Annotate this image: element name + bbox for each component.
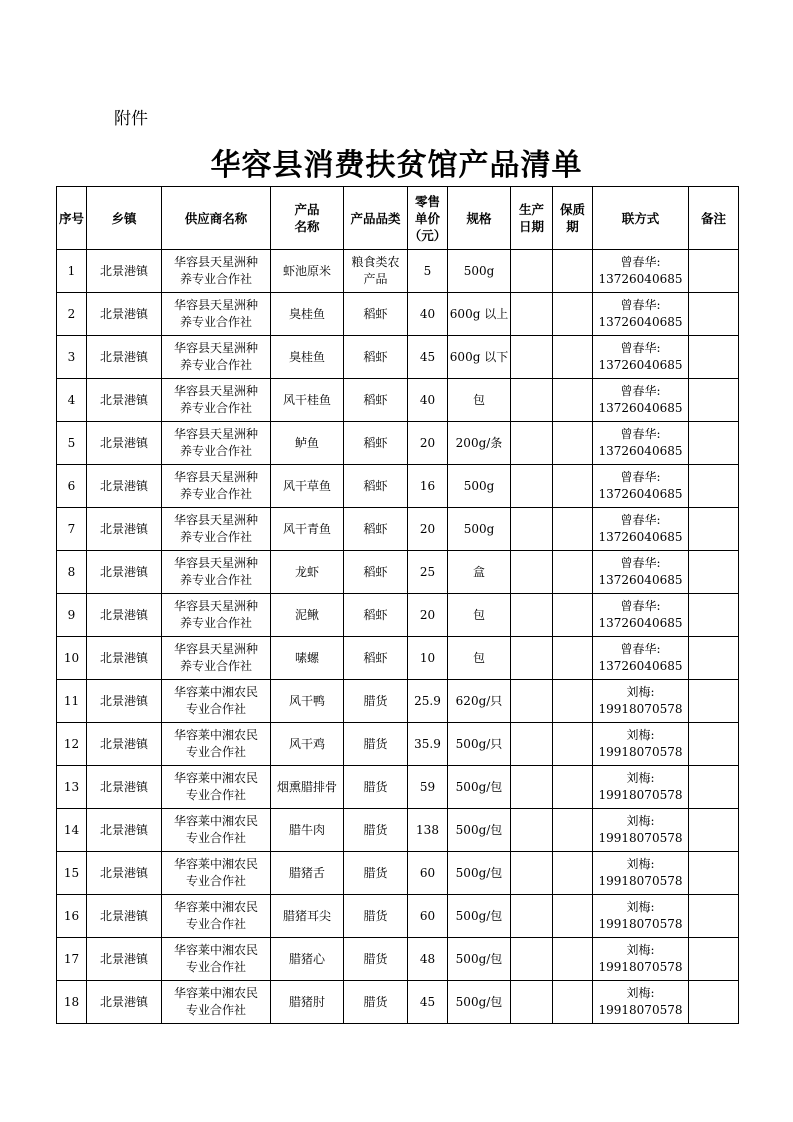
spec-cell: 盒 — [448, 551, 511, 594]
spec-cell: 620g/只 — [448, 680, 511, 723]
price-cell: 59 — [408, 766, 448, 809]
town-cell: 北景港镇 — [87, 852, 162, 895]
town-cell: 北景港镇 — [87, 766, 162, 809]
town-cell: 北景港镇 — [87, 809, 162, 852]
note-cell — [689, 637, 739, 680]
shelf-life-cell — [553, 422, 593, 465]
supplier-cell: 华容县天星洲种 养专业合作社 — [162, 422, 271, 465]
note-cell — [689, 852, 739, 895]
supplier-cell: 华容县天星洲种 养专业合作社 — [162, 379, 271, 422]
product-name-cell: 臭桂鱼 — [271, 336, 344, 379]
supplier-cell: 华容莱中湘农民 专业合作社 — [162, 766, 271, 809]
row-number-cell: 12 — [57, 723, 87, 766]
town-cell: 北景港镇 — [87, 895, 162, 938]
supplier-cell: 华容县天星洲种 养专业合作社 — [162, 293, 271, 336]
shelf-life-cell — [553, 465, 593, 508]
header-cell: 规格 — [448, 187, 511, 250]
shelf-life-cell — [553, 250, 593, 293]
product-name-cell: 龙虾 — [271, 551, 344, 594]
town-cell: 北景港镇 — [87, 293, 162, 336]
production-date-cell — [511, 293, 553, 336]
table-row — [57, 422, 739, 465]
supplier-cell: 华容莱中湘农民 专业合作社 — [162, 680, 271, 723]
product-name-cell: 风干桂鱼 — [271, 379, 344, 422]
note-cell — [689, 766, 739, 809]
note-cell — [689, 594, 739, 637]
production-date-cell — [511, 637, 553, 680]
production-date-cell — [511, 508, 553, 551]
spec-cell: 500g/包 — [448, 809, 511, 852]
product-name-cell: 风干鸡 — [271, 723, 344, 766]
shelf-life-cell — [553, 809, 593, 852]
spec-cell: 包 — [448, 637, 511, 680]
price-cell: 40 — [408, 379, 448, 422]
production-date-cell — [511, 809, 553, 852]
note-cell — [689, 723, 739, 766]
supplier-cell: 华容县天星洲种 养专业合作社 — [162, 250, 271, 293]
spec-cell: 500g/包 — [448, 981, 511, 1024]
header-cell: 序号 — [57, 187, 87, 250]
product-name-cell: 嗉螺 — [271, 637, 344, 680]
town-cell: 北景港镇 — [87, 680, 162, 723]
product-name-cell: 泥鳅 — [271, 594, 344, 637]
row-number-cell: 18 — [57, 981, 87, 1024]
product-name-cell: 腊猪心 — [271, 938, 344, 981]
table-row — [57, 637, 739, 680]
production-date-cell — [511, 336, 553, 379]
table-row — [57, 250, 739, 293]
price-cell: 25 — [408, 551, 448, 594]
contact-cell: 刘梅: 19918070578 — [593, 809, 689, 852]
town-cell: 北景港镇 — [87, 551, 162, 594]
table-row — [57, 594, 739, 637]
contact-cell: 刘梅: 19918070578 — [593, 895, 689, 938]
price-cell: 138 — [408, 809, 448, 852]
table-row — [57, 379, 739, 422]
town-cell: 北景港镇 — [87, 723, 162, 766]
contact-cell: 刘梅: 19918070578 — [593, 938, 689, 981]
shelf-life-cell — [553, 680, 593, 723]
spec-cell: 500g/包 — [448, 895, 511, 938]
category-cell: 腊货 — [344, 680, 408, 723]
note-cell — [689, 551, 739, 594]
contact-cell: 曾春华: 13726040685 — [593, 594, 689, 637]
row-number-cell: 15 — [57, 852, 87, 895]
page-title: 华容县消费扶贫馆产品清单 — [210, 148, 583, 183]
shelf-life-cell — [553, 766, 593, 809]
note-cell — [689, 895, 739, 938]
note-cell — [689, 465, 739, 508]
town-cell: 北景港镇 — [87, 465, 162, 508]
price-cell: 10 — [408, 637, 448, 680]
table-row — [57, 551, 739, 594]
price-cell: 35.9 — [408, 723, 448, 766]
header-cell: 乡镇 — [87, 187, 162, 250]
table-row — [57, 723, 739, 766]
row-number-cell: 2 — [57, 293, 87, 336]
price-cell: 25.9 — [408, 680, 448, 723]
table-row — [57, 852, 739, 895]
price-cell: 20 — [408, 508, 448, 551]
note-cell — [689, 809, 739, 852]
row-number-cell: 16 — [57, 895, 87, 938]
shelf-life-cell — [553, 336, 593, 379]
table-row — [57, 293, 739, 336]
row-number-cell: 3 — [57, 336, 87, 379]
category-cell: 稻虾 — [344, 422, 408, 465]
note-cell — [689, 250, 739, 293]
production-date-cell — [511, 465, 553, 508]
header-cell: 生产 日期 — [511, 187, 553, 250]
supplier-cell: 华容县天星洲种 养专业合作社 — [162, 508, 271, 551]
shelf-life-cell — [553, 981, 593, 1024]
supplier-cell: 华容县天星洲种 养专业合作社 — [162, 336, 271, 379]
contact-cell: 曾春华: 13726040685 — [593, 336, 689, 379]
contact-cell: 曾春华: 13726040685 — [593, 637, 689, 680]
production-date-cell — [511, 852, 553, 895]
product-name-cell: 虾池原米 — [271, 250, 344, 293]
spec-cell: 500g — [448, 465, 511, 508]
spec-cell: 500g/包 — [448, 852, 511, 895]
production-date-cell — [511, 379, 553, 422]
product-name-cell: 腊猪肘 — [271, 981, 344, 1024]
spec-cell: 包 — [448, 594, 511, 637]
shelf-life-cell — [553, 895, 593, 938]
price-cell: 48 — [408, 938, 448, 981]
product-name-cell: 腊猪舌 — [271, 852, 344, 895]
shelf-life-cell — [553, 637, 593, 680]
row-number-cell: 5 — [57, 422, 87, 465]
product-name-cell: 腊牛肉 — [271, 809, 344, 852]
supplier-cell: 华容县天星洲种 养专业合作社 — [162, 594, 271, 637]
production-date-cell — [511, 594, 553, 637]
contact-cell: 刘梅: 19918070578 — [593, 766, 689, 809]
category-cell: 腊货 — [344, 766, 408, 809]
price-cell: 60 — [408, 852, 448, 895]
product-name-cell: 烟熏腊排骨 — [271, 766, 344, 809]
category-cell: 腊货 — [344, 938, 408, 981]
shelf-life-cell — [553, 938, 593, 981]
category-cell: 稻虾 — [344, 336, 408, 379]
category-cell: 稻虾 — [344, 594, 408, 637]
contact-cell: 曾春华: 13726040685 — [593, 551, 689, 594]
category-cell: 稻虾 — [344, 465, 408, 508]
row-number-cell: 10 — [57, 637, 87, 680]
product-name-cell: 风干青鱼 — [271, 508, 344, 551]
production-date-cell — [511, 981, 553, 1024]
header-cell: 备注 — [689, 187, 739, 250]
shelf-life-cell — [553, 852, 593, 895]
spec-cell: 600g 以下 — [448, 336, 511, 379]
production-date-cell — [511, 422, 553, 465]
note-cell — [689, 293, 739, 336]
table-row — [57, 508, 739, 551]
table-row — [57, 938, 739, 981]
note-cell — [689, 336, 739, 379]
category-cell: 稻虾 — [344, 508, 408, 551]
contact-cell: 曾春华: 13726040685 — [593, 293, 689, 336]
production-date-cell — [511, 723, 553, 766]
town-cell: 北景港镇 — [87, 379, 162, 422]
town-cell: 北景港镇 — [87, 336, 162, 379]
product-name-cell: 风干鸭 — [271, 680, 344, 723]
town-cell: 北景港镇 — [87, 422, 162, 465]
spec-cell: 200g/条 — [448, 422, 511, 465]
product-name-cell: 风干草鱼 — [271, 465, 344, 508]
shelf-life-cell — [553, 594, 593, 637]
row-number-cell: 7 — [57, 508, 87, 551]
table-row — [57, 981, 739, 1024]
category-cell: 腊货 — [344, 852, 408, 895]
contact-cell: 曾春华: 13726040685 — [593, 465, 689, 508]
spec-cell: 500g/包 — [448, 938, 511, 981]
table-row — [57, 465, 739, 508]
product-table — [56, 186, 739, 1024]
price-cell: 16 — [408, 465, 448, 508]
contact-cell: 刘梅: 19918070578 — [593, 723, 689, 766]
header-cell: 供应商名称 — [162, 187, 271, 250]
table-row — [57, 766, 739, 809]
supplier-cell: 华容莱中湘农民 专业合作社 — [162, 981, 271, 1024]
supplier-cell: 华容莱中湘农民 专业合作社 — [162, 895, 271, 938]
category-cell: 稻虾 — [344, 379, 408, 422]
town-cell: 北景港镇 — [87, 938, 162, 981]
header-cell: 产品 名称 — [271, 187, 344, 250]
shelf-life-cell — [553, 379, 593, 422]
contact-cell: 曾春华: 13726040685 — [593, 379, 689, 422]
product-name-cell: 腊猪耳尖 — [271, 895, 344, 938]
shelf-life-cell — [553, 508, 593, 551]
contact-cell: 曾春华: 13726040685 — [593, 250, 689, 293]
category-cell: 腊货 — [344, 981, 408, 1024]
row-number-cell: 17 — [57, 938, 87, 981]
category-cell: 稻虾 — [344, 637, 408, 680]
price-cell: 20 — [408, 594, 448, 637]
row-number-cell: 8 — [57, 551, 87, 594]
supplier-cell: 华容莱中湘农民 专业合作社 — [162, 723, 271, 766]
production-date-cell — [511, 938, 553, 981]
category-cell: 腊货 — [344, 809, 408, 852]
note-cell — [689, 422, 739, 465]
note-cell — [689, 981, 739, 1024]
table-row — [57, 680, 739, 723]
product-name-cell: 臭桂鱼 — [271, 293, 344, 336]
contact-cell: 刘梅: 19918070578 — [593, 981, 689, 1024]
contact-cell: 曾春华: 13726040685 — [593, 422, 689, 465]
category-cell: 腊货 — [344, 723, 408, 766]
contact-cell: 曾春华: 13726040685 — [593, 508, 689, 551]
production-date-cell — [511, 766, 553, 809]
header-cell: 联方式 — [593, 187, 689, 250]
category-cell: 粮食类农 产品 — [344, 250, 408, 293]
price-cell: 45 — [408, 336, 448, 379]
supplier-cell: 华容县天星洲种 养专业合作社 — [162, 551, 271, 594]
production-date-cell — [511, 895, 553, 938]
town-cell: 北景港镇 — [87, 594, 162, 637]
contact-cell: 刘梅: 19918070578 — [593, 680, 689, 723]
header-cell: 零售 单价 （元） — [408, 187, 448, 250]
table-row — [57, 809, 739, 852]
supplier-cell: 华容县天星洲种 养专业合作社 — [162, 465, 271, 508]
town-cell: 北景港镇 — [87, 637, 162, 680]
category-cell: 稻虾 — [344, 551, 408, 594]
shelf-life-cell — [553, 723, 593, 766]
price-cell: 20 — [408, 422, 448, 465]
contact-cell: 刘梅: 19918070578 — [593, 852, 689, 895]
header-cell: 产品品类 — [344, 187, 408, 250]
note-cell — [689, 680, 739, 723]
supplier-cell: 华容莱中湘农民 专业合作社 — [162, 852, 271, 895]
production-date-cell — [511, 250, 553, 293]
town-cell: 北景港镇 — [87, 508, 162, 551]
town-cell: 北景港镇 — [87, 250, 162, 293]
shelf-life-cell — [553, 551, 593, 594]
note-cell — [689, 938, 739, 981]
production-date-cell — [511, 551, 553, 594]
table-row — [57, 336, 739, 379]
row-number-cell: 4 — [57, 379, 87, 422]
table-row — [57, 895, 739, 938]
price-cell: 40 — [408, 293, 448, 336]
town-cell: 北景港镇 — [87, 981, 162, 1024]
row-number-cell: 6 — [57, 465, 87, 508]
spec-cell: 500g — [448, 250, 511, 293]
category-cell: 腊货 — [344, 895, 408, 938]
row-number-cell: 11 — [57, 680, 87, 723]
note-cell — [689, 508, 739, 551]
supplier-cell: 华容莱中湘农民 专业合作社 — [162, 809, 271, 852]
production-date-cell — [511, 680, 553, 723]
supplier-cell: 华容莱中湘农民 专业合作社 — [162, 938, 271, 981]
spec-cell: 500g/包 — [448, 766, 511, 809]
spec-cell: 500g — [448, 508, 511, 551]
price-cell: 60 — [408, 895, 448, 938]
note-cell — [689, 379, 739, 422]
row-number-cell: 1 — [57, 250, 87, 293]
product-name-cell: 鲈鱼 — [271, 422, 344, 465]
row-number-cell: 9 — [57, 594, 87, 637]
header-row — [57, 187, 739, 250]
spec-cell: 500g/只 — [448, 723, 511, 766]
spec-cell: 600g 以上 — [448, 293, 511, 336]
shelf-life-cell — [553, 293, 593, 336]
category-cell: 稻虾 — [344, 293, 408, 336]
spec-cell: 包 — [448, 379, 511, 422]
price-cell: 45 — [408, 981, 448, 1024]
table-body — [57, 250, 739, 1024]
attachment-label: 附件 — [114, 109, 148, 129]
supplier-cell: 华容县天星洲种 养专业合作社 — [162, 637, 271, 680]
row-number-cell: 13 — [57, 766, 87, 809]
row-number-cell: 14 — [57, 809, 87, 852]
price-cell: 5 — [408, 250, 448, 293]
header-cell: 保质 期 — [553, 187, 593, 250]
